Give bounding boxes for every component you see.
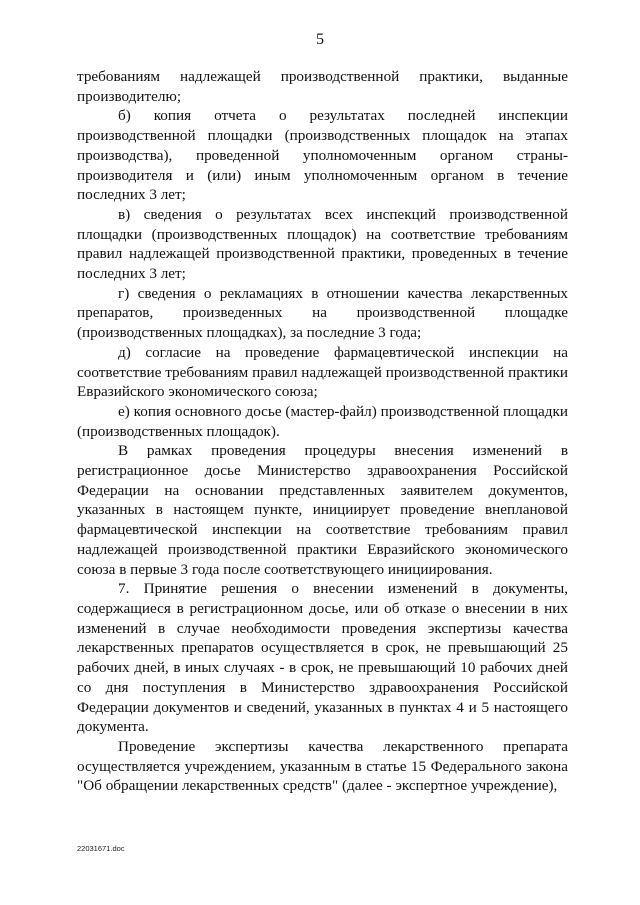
paragraph-item-e: е) копия основного досье (мастер-файл) производственной площадки (производственных площадок). — [77, 402, 568, 440]
paragraph-inspection: В рамках проведения процедуры внесения изменений в регистрационное досье Министерство здравоохранения Российской Федерации на основании представленных заявителем документов, указанных в настоящем пункте, инициирует проведение внеплановой фармацевтической инспекции на соответствие требованиям правил надлежащей производственной практики Евразийского экономического союза в первые 3 года после соответствующего инициирования. — [77, 442, 568, 578]
paragraph-item-g: г) сведения о рекламациях в отношении качества лекарственных препаратов, произведенных на производственной площадке (производственных площадках), за последние 3 года; — [77, 284, 568, 342]
page-number: 5 — [316, 31, 324, 48]
paragraph-item-b: б) копия отчета о результатах последней инспекции производственной площадки (производственных площадок на этапах производства), проведенной уполномоченным органом страны-производителя и (или) иным уполномоченным органом в течение последних 3 лет; — [77, 107, 568, 204]
footer-doc-id: 22031671.doc — [77, 844, 125, 853]
paragraph-continuation: требованиям надлежащей производственной практики, выданные производителю; — [77, 68, 568, 105]
paragraph-item-v: в) сведения о результатах всех инспекций производственной площадки (производственных площадок) на соответствие требованиям правил надлежащей производственной практики, проведенных в течение последних 3 лет; — [77, 205, 568, 283]
paragraph-item-d: д) согласие на проведение фармацевтической инспекции на соответствие требованиям правил надлежащей производственной практики Евразийского экономического союза; — [77, 343, 568, 401]
document-body — [77, 67, 568, 796]
paragraph-clause-7: 7. Принятие решения о внесении изменений в документы, содержащиеся в регистрационном досье, или об отказе о внесении в них изменений в случае необходимости проведения экспертизы качества лекарственных препаратов осуществляется в срок, не превышающий 25 рабочих дней, в иных случаях - в срок, не превышающий 10 рабочих дней со дня поступления в Министерство здравоохранения Российской Федерации документов и сведений, указанных в пунктах 4 и 5 настоящего документа. — [77, 580, 568, 736]
paragraph-expertise: Проведение экспертизы качества лекарственного препарата осуществляется учреждением, указанным в статье 15 Федерального закона "Об обращении лекарственных средств" (далее - экспертное учреждение), — [77, 737, 568, 795]
